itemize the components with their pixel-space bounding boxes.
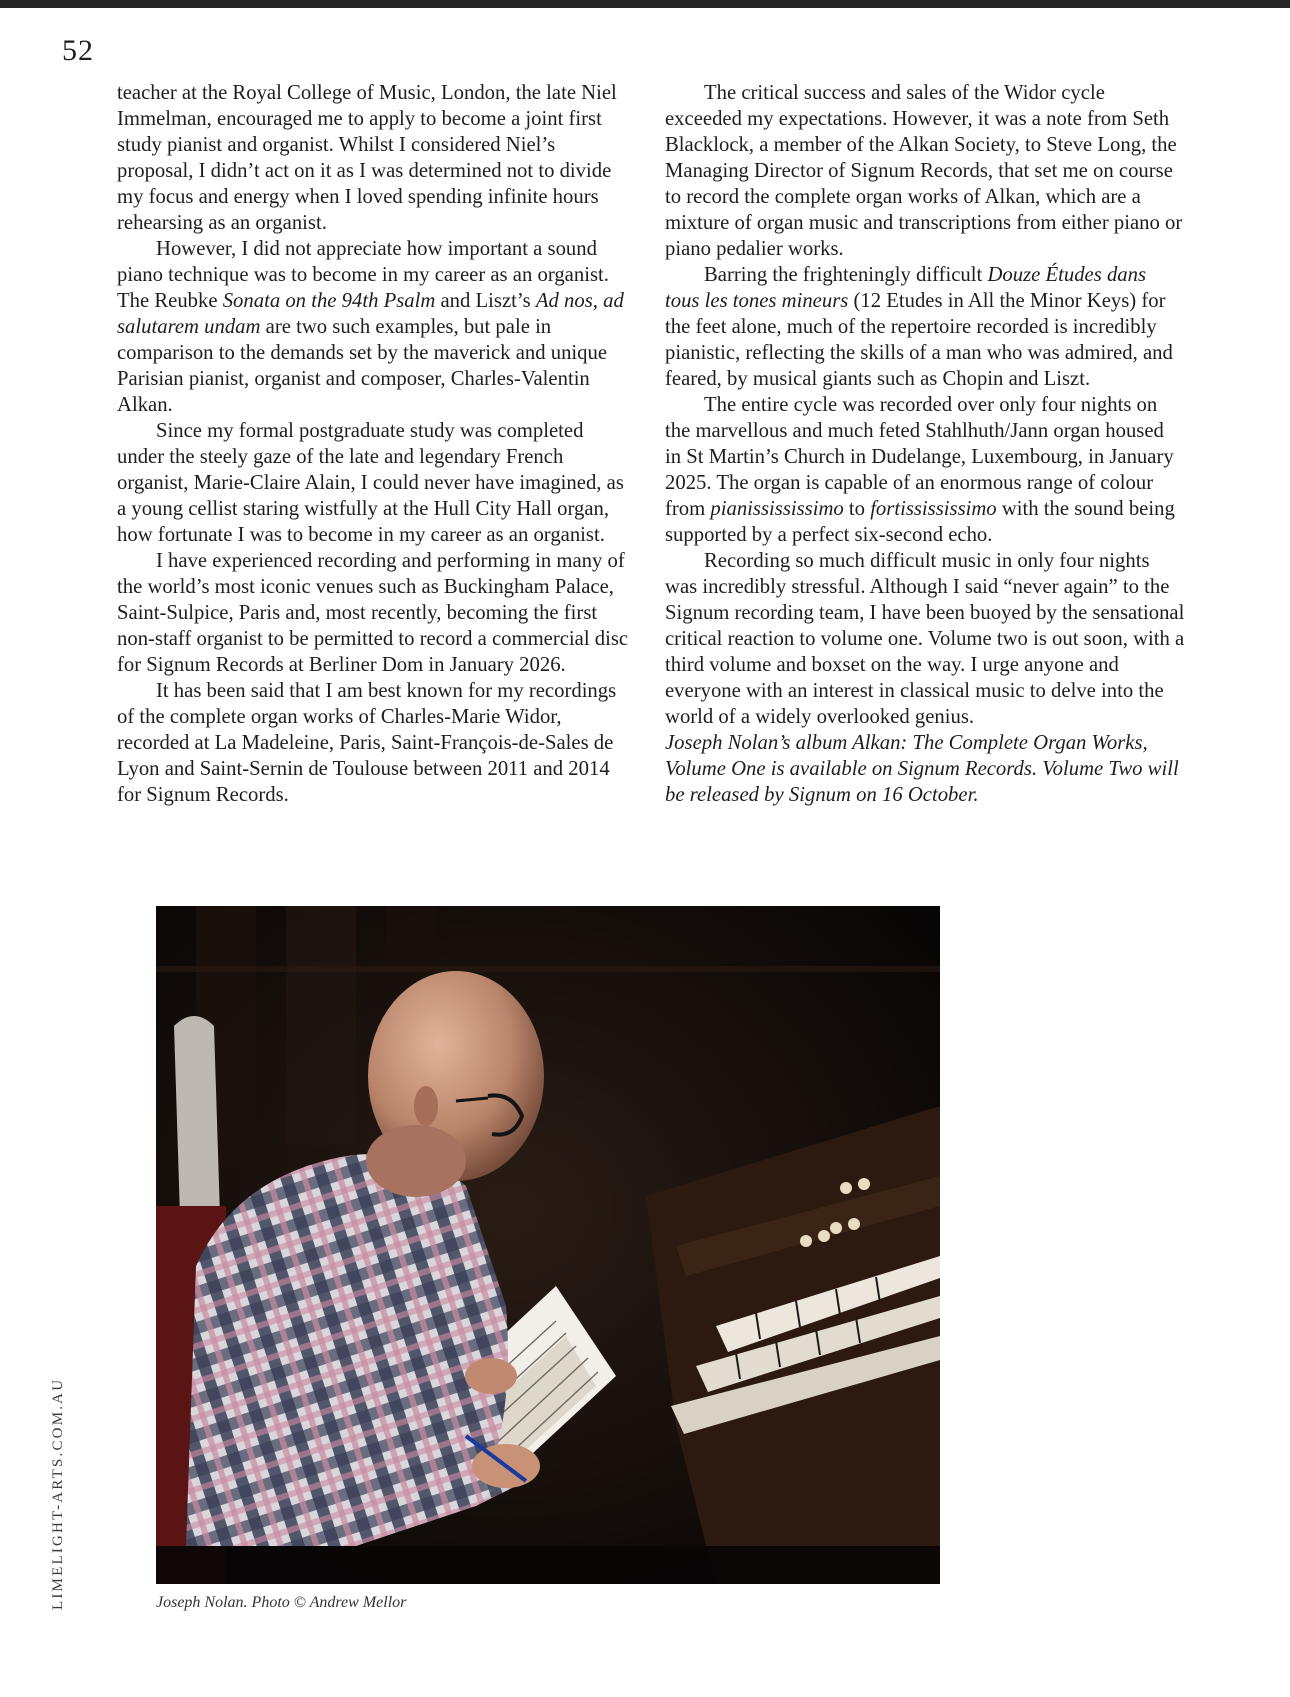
top-border — [0, 0, 1290, 8]
page-number: 52 — [62, 34, 94, 67]
paragraph: Barring the frighteningly difficult Douze Études dans tous les tones mineurs (12 Etudes in All the Minor Keys) for the feet alone, much of the repertoire recorded is incredibly pianistic, reflecting the skills of a man who was admired, and feared, by musical giants such as Chopin and Liszt. — [665, 264, 1173, 390]
closing-note: Joseph Nolan’s album Alkan: The Complete Organ Works, Volume One is available on Signum Records. Volume Two will be released by Signum on 16 October. — [665, 732, 1179, 806]
article-column-right — [665, 80, 1185, 808]
paragraph: The entire cycle was recorded over only four nights on the marvellous and much feted Stahlhuth/Jann organ housed in St Martin’s Church in Dudelange, Luxembourg, in January 2025. The organ is capable of an enormous range of colour from pianissississimo to fortissississimo with the sound being supported by a perfect six-second echo. — [665, 394, 1175, 546]
photo-caption: Joseph Nolan. Photo © Andrew Mellor — [156, 1594, 407, 1611]
article-column-left — [117, 80, 629, 808]
photo-organist — [156, 906, 940, 1584]
paragraph: It has been said that I am best known for my recordings of the complete organ works of Charles-Marie Widor, recorded at La Madeleine, Paris, Saint-François-de-Sales de Lyon and Saint-Sernin de Toulouse between 2011 and 2014 for Signum Records. — [117, 680, 617, 806]
paragraph: teacher at the Royal College of Music, London, the late Niel Immelman, encouraged me to apply to become a joint first study pianist and organist. Whilst I considered Niel’s proposal, I didn’t act on it as I was determined not to divide my focus and energy when I loved spending infinite hours rehearsing as an organist. — [117, 82, 617, 234]
paragraph: I have experienced recording and performing in many of the world’s most iconic venues such as Buckingham Palace, Saint-Sulpice, Paris and, most recently, becoming the first non-staff organist to be permitted to record a commercial disc for Signum Records at Berliner Dom in January 2026. — [117, 550, 629, 676]
paragraph: Since my formal postgraduate study was completed under the steely gaze of the late and legendary French organist, Marie-Claire Alain, I could never have imagined, as a young cellist staring wistfully at the Hull City Hall organ, how fortunate I was to become in my career as an organist. — [117, 420, 624, 546]
paragraph: Recording so much difficult music in only four nights was incredibly stressful. Although I said “never again” to the Signum recording team, I have been buoyed by the sensational critical reaction to volume one. Volume two is out soon, with a third volume and boxset on the way. I urge anyone and everyone with an interest in classical music to delve into the world of a widely overlooked genius. — [665, 550, 1185, 728]
sidebar-url: LIMELIGHT-ARTS.COM.AU — [50, 1377, 66, 1610]
paragraph: The critical success and sales of the Widor cycle exceeded my expectations. However, it was a note from Seth Blacklock, a member of the Alkan Society, to Steve Long, the Managing Director of Signum Records, that set me on course to record the complete organ works of Alkan, which are a mixture of organ music and transcriptions from either piano or piano pedalier works. — [665, 82, 1183, 260]
paragraph: However, I did not appreciate how important a sound piano technique was to become in my career as an organist. The Reubke Sonata on the 94th Psalm and Liszt’s Ad nos, ad salutarem undam are two such examples, but pale in comparison to the demands set by the maverick and unique Parisian pianist, organist and composer, Charles-Valentin Alkan. — [117, 238, 624, 416]
